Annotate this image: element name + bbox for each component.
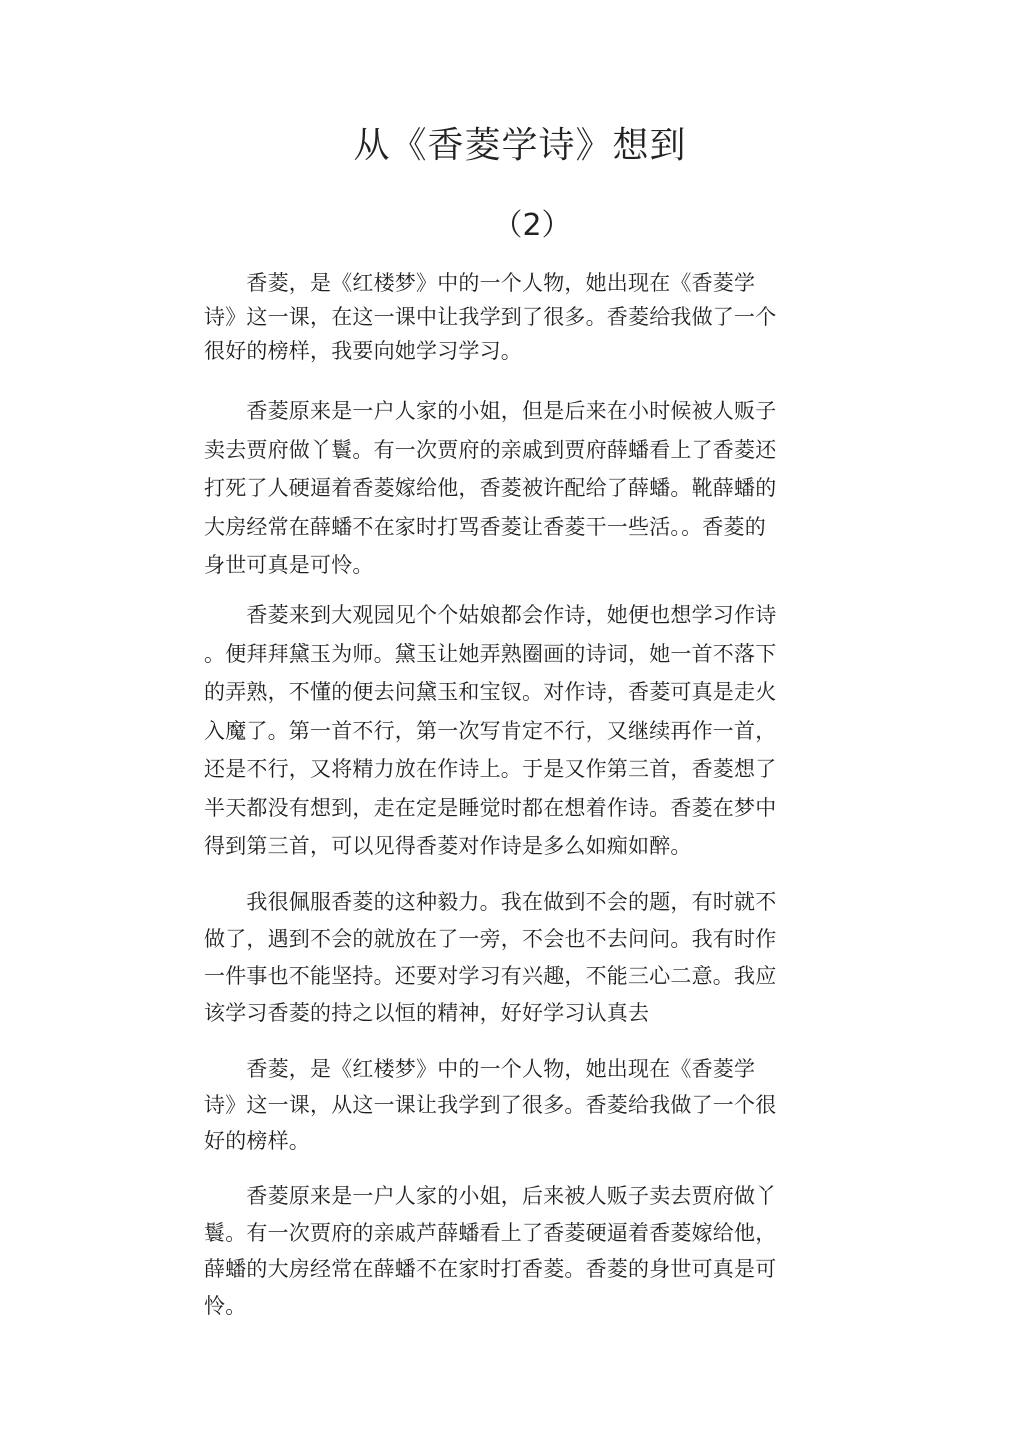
- page-subtitle: （2）: [492, 208, 572, 243]
- paragraph-line: 诗》这一课，在这一课中让我学到了很多。香菱给我做了一个: [204, 305, 777, 329]
- paragraph-line: 香菱，是《红楼梦》中的一个人物，她出现在《香菱学: [204, 1057, 756, 1081]
- paragraph-3: [204, 596, 816, 866]
- paragraph-line: 半天都没有想到，走在定是睡觉时都在想着作诗。香菱在梦中: [204, 795, 777, 820]
- paragraph-1: [204, 266, 816, 368]
- paragraph-line: 还是不行，又将精力放在作诗上。于是又作第三首，香菱想了: [204, 757, 777, 781]
- paragraph-line: 薛蟠的大房经常在薛蟠不在家时打香菱。香菱的身世可真是可: [204, 1257, 777, 1281]
- paragraph-line: 身世可真是可怜。: [204, 553, 374, 577]
- paragraph-line: 。便拜拜黛玉为师。黛玉让她弄熟圈画的诗词，她一首不落下: [204, 641, 777, 666]
- paragraph-line: 入魔了。第一首不行，第一次写肯定不行，又继续再作一首，: [204, 718, 777, 743]
- page-title: 从《香菱学诗》想到: [353, 125, 687, 166]
- paragraph-line: 卖去贾府做丫鬟。有一次贾府的亲戚到贾府薛蟠看上了香菱还: [204, 437, 777, 462]
- paragraph-line: 一件事也不能坚持。还要对学习有兴趣，不能三心二意。我应: [204, 964, 777, 988]
- paragraph-line: 做了，遇到不会的就放在了一旁，不会也不去问问。我有时作: [204, 927, 777, 951]
- paragraph-line: 香菱，是《红楼梦》中的一个人物，她出现在《香菱学: [204, 271, 756, 295]
- paragraph-line: 大房经常在薛蟠不在家时打骂香菱让香菱干一些活。。香菱的: [204, 514, 766, 539]
- paragraph-line: 打死了人硬逼着香菱嫁给他，香菱被许配给了薛蟠。靴薛蟠的: [204, 476, 777, 500]
- paragraph-5: [204, 1051, 816, 1159]
- paragraph-line: 得到第三首，可以见得香菱对作诗是多么如痴如醉。: [204, 834, 692, 858]
- paragraph-2: [204, 392, 816, 585]
- paragraph-6: [204, 1178, 816, 1324]
- paragraph-line: 鬟。有一次贾府的亲戚芦薛蟠看上了香菱硬逼着香菱嫁给他，: [204, 1220, 777, 1245]
- paragraph-line: 香菱来到大观园见个个姑娘都会作诗，她便也想学习作诗: [204, 603, 777, 627]
- paragraph-line: 好的榜样。: [204, 1129, 310, 1153]
- paragraph-line: 诗》这一课，从这一课让我学到了很多。香菱给我做了一个很: [204, 1093, 777, 1117]
- paragraph-line: 我很佩服香菱的这种毅力。我在做到不会的题，有时就不: [204, 890, 777, 914]
- paragraph-4: [204, 884, 816, 1032]
- paragraph-line: 该学习香菱的持之以恒的精神，好好学习认真去: [204, 1001, 650, 1025]
- paragraph-line: 怜。: [204, 1293, 247, 1318]
- paragraph-line: 香菱原来是一户人家的小姐，后来被人贩子卖去贾府做丫: [204, 1184, 777, 1208]
- paragraph-line: 香菱原来是一户人家的小姐，但是后来在小时候被人贩子: [204, 399, 777, 423]
- paragraph-line: 的弄熟，不懂的便去问黛玉和宝钗。对作诗，香菱可真是走火: [204, 680, 777, 704]
- paragraph-line: 很好的榜样，我要向她学习学习。: [204, 339, 522, 363]
